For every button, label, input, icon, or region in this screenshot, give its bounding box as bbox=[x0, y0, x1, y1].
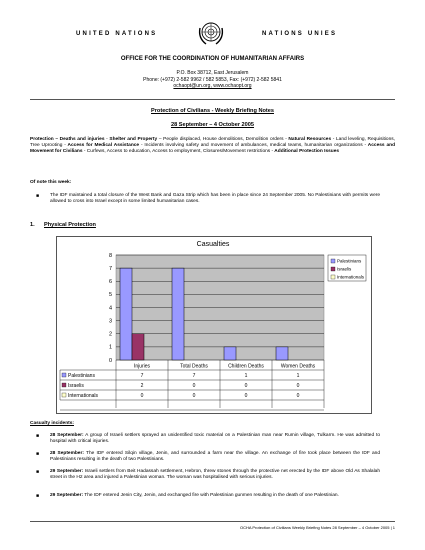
footer-divider bbox=[30, 521, 395, 522]
incident-text bbox=[50, 433, 380, 445]
office-address bbox=[0, 70, 425, 90]
y-tick-label: 2 bbox=[108, 331, 112, 338]
table-series-label: Internationals bbox=[68, 393, 99, 399]
un-english-label: UNITED NATIONS bbox=[76, 31, 158, 37]
table-value: 7 bbox=[192, 373, 196, 379]
category-label: Children Deaths bbox=[228, 363, 264, 370]
legend-label-internationals: Internationals bbox=[337, 274, 365, 280]
casualty-incidents-label: Casualty incidents: bbox=[30, 421, 74, 426]
bullet-icon: ■ bbox=[36, 469, 40, 475]
report-dates: 28 September – 4 October 2005 bbox=[170, 122, 255, 128]
table-series-label: Palestinians bbox=[68, 373, 95, 379]
incident-description: Israeli settlers from Beit Hadassah settlement, Hebron, threw stones through the protective net erected by the IDF above Old As Shalalah street in the H2 area and injured a Palestinian woman. The woman was hospitalised with serious injuries. bbox=[50, 469, 380, 481]
table-value: 0 bbox=[192, 383, 196, 389]
section-title: Physical Protection bbox=[44, 222, 96, 228]
table-value: 1 bbox=[296, 373, 300, 379]
incident-description: The IDF entered Jenin City, Jenin, and exchanged fire with Palestinian gunmen resulting in the death of one Palestinian. bbox=[83, 493, 339, 498]
table-value: 0 bbox=[296, 393, 300, 399]
contents-movement-text: - Curfews, Access to education, Access to employment, Closures/Movement restrictions - bbox=[82, 149, 274, 155]
incident-text bbox=[50, 469, 380, 481]
chart-title: Casualties bbox=[196, 241, 230, 248]
table-swatch-internationals bbox=[62, 393, 66, 397]
casualties-chart-plot bbox=[56, 236, 370, 412]
contents-medical-text: - Incidents involving safety and movement of ambulances, medical teams, humanitarian organizations - bbox=[139, 143, 367, 149]
page-footer: OCHA Protection of Civilians Weekly Briefing Notes 28 September – 4 October 2005 | 1 bbox=[239, 525, 395, 530]
y-tick-label: 5 bbox=[108, 292, 112, 299]
incident-date: 29 September: bbox=[50, 469, 84, 474]
contents-deaths: Protection – Deaths and injuries bbox=[30, 137, 105, 142]
un-french-label: NATIONS UNIES bbox=[262, 31, 338, 37]
bar-palestinians bbox=[224, 347, 236, 360]
incident-text bbox=[50, 493, 380, 499]
address-line-3: ochaopt@un.org, www.ochaopt.org bbox=[173, 83, 252, 90]
bar-palestinians bbox=[276, 347, 288, 360]
bullet-icon: ■ bbox=[36, 433, 40, 439]
table-value: 0 bbox=[296, 383, 300, 389]
legend-swatch-palestinians bbox=[331, 259, 335, 263]
main-issue-bullet bbox=[36, 193, 381, 213]
legend-label-israelis: Israelis bbox=[337, 266, 352, 272]
y-tick-label: 8 bbox=[108, 252, 112, 259]
category-label: Total Deaths bbox=[180, 363, 208, 370]
table-value: 2 bbox=[140, 383, 144, 389]
un-emblem-icon bbox=[196, 18, 226, 53]
table-value: 1 bbox=[244, 373, 248, 379]
legend-label-palestinians: Palestinians bbox=[337, 258, 362, 264]
category-label: Women Deaths bbox=[280, 363, 316, 370]
bullet-icon: ■ bbox=[36, 493, 40, 499]
y-tick-label: 7 bbox=[108, 265, 112, 272]
contents-medical: Access for Medical Assistance bbox=[65, 143, 140, 149]
bar-israelis bbox=[132, 334, 144, 360]
table-value: 0 bbox=[244, 383, 248, 389]
incident-date: 28 September: bbox=[50, 451, 84, 456]
contents-summary bbox=[30, 137, 395, 156]
category-label: Injuries bbox=[133, 363, 151, 370]
table-swatch-palestinians bbox=[62, 373, 66, 377]
table-value: 0 bbox=[244, 393, 248, 399]
contents-sep: - bbox=[104, 137, 110, 142]
address-line-2: Phone: (+972) 2-582 9962 / 582 5853, Fax: (+972) 2-582 5841 bbox=[143, 76, 282, 83]
contents-additional: Additional Protection Issues bbox=[273, 149, 340, 155]
contents-resources: Natural Resources bbox=[286, 137, 332, 142]
y-tick-label: 0 bbox=[108, 357, 112, 364]
y-tick-label: 6 bbox=[108, 279, 112, 286]
address-line-1: P.O. Box 38712, East Jerusalem bbox=[176, 70, 249, 76]
bullet-icon: ■ bbox=[36, 193, 40, 199]
incident-description: A group of Israeli settlers sprayed an unidentified toxic material on a Palestinian man near Rumin village, Tulkarm. He was admitted to hospital with critical injuries. bbox=[50, 433, 380, 445]
incident-description: The IDF entered Silqin village, Jenin, and surrounded a farm near the village. An exchange of fire took place between the IDF and Palestinians resulting in the death of two Palestinians. bbox=[50, 451, 381, 463]
incident-text bbox=[50, 451, 380, 463]
main-issue-label: Of note this week: bbox=[30, 180, 72, 185]
legend-swatch-israelis bbox=[331, 267, 335, 271]
office-name: OFFICE FOR THE COORDINATION OF HUMANITARIAN AFFAIRS bbox=[120, 56, 305, 62]
contents-shelter: Shelter and Property bbox=[109, 137, 158, 142]
contents-shelter-text: – People displaced, House demolitions, Demolition orders - bbox=[157, 137, 287, 142]
table-value: 0 bbox=[192, 393, 196, 399]
table-value: 7 bbox=[140, 373, 144, 379]
bar-palestinians bbox=[120, 268, 132, 360]
contents-resources-text: - Land leveling, Requisitions, Tree Uprooting - bbox=[30, 137, 395, 149]
table-series-label: Israelis bbox=[68, 383, 84, 389]
y-tick-label: 1 bbox=[108, 344, 112, 351]
y-tick-label: 4 bbox=[108, 305, 112, 312]
incident-date: 28 September: bbox=[50, 433, 84, 438]
legend-swatch-internationals bbox=[331, 275, 335, 279]
incident-date: 29 September: bbox=[50, 493, 84, 498]
report-title: Protection of Civilians - Weekly Briefing Notes bbox=[151, 108, 274, 114]
table-value: 0 bbox=[140, 393, 144, 399]
y-tick-label: 3 bbox=[108, 318, 112, 325]
table-swatch-israelis bbox=[62, 383, 66, 387]
header-divider bbox=[30, 99, 395, 100]
contents-movement: Access and Movement for Civilians bbox=[30, 143, 395, 155]
section-number: 1. bbox=[30, 222, 35, 228]
main-issue-text: The IDF maintained a total closure of the West Bank and Gaza Strip which has been in place since 24 September 2005. No Palestinians with permits were allowed to cross into Israel except in some limited humanitarian cases. bbox=[50, 193, 380, 205]
bar-palestinians bbox=[172, 268, 184, 360]
bullet-icon: ■ bbox=[36, 451, 40, 457]
